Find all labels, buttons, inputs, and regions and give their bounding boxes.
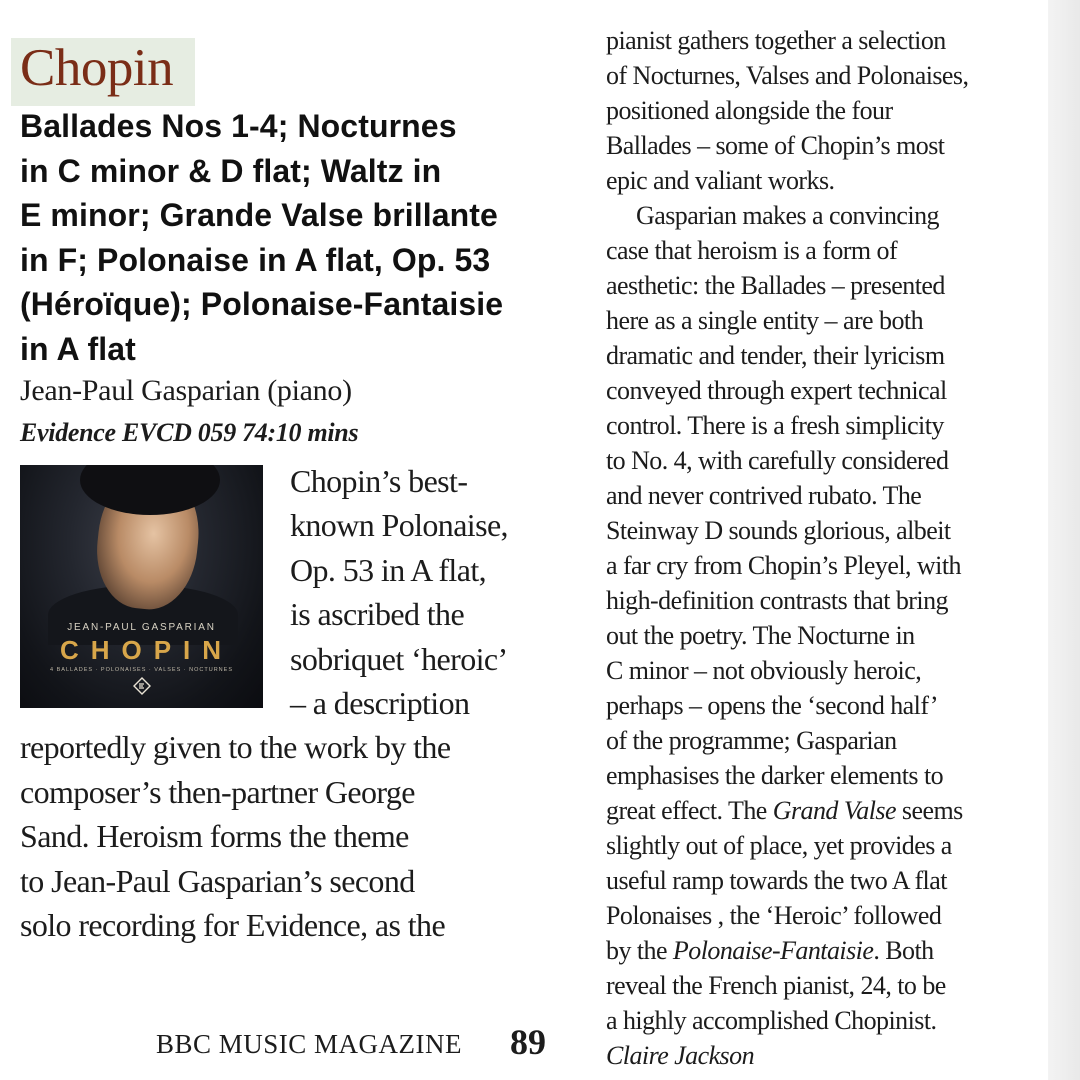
- review-text-line: sobriquet ‘heroic’: [290, 641, 508, 677]
- review-text-work-title: Grand Valse: [772, 796, 896, 825]
- review-text-line: Gasparian makes a convincing: [636, 201, 939, 230]
- review-text-segment: . Both: [873, 936, 934, 965]
- review-text-line: control. There is a fresh simplicity: [606, 411, 944, 440]
- review-text-segment: seems: [895, 796, 963, 825]
- work-title-line: in A flat: [20, 330, 136, 367]
- review-text-line: solo recording for Evidence, as the: [20, 907, 446, 943]
- review-text-line: and never contrived rubato. The: [606, 481, 922, 510]
- composer-title: Chopin: [20, 39, 174, 97]
- review-text-line: of the programme; Gasparian: [606, 726, 897, 755]
- review-text-line: case that heroism is a form of: [606, 236, 898, 265]
- catalogue-info: Evidence EVCD 059 74:10 mins: [20, 418, 359, 447]
- review-text-line: to No. 4, with carefully considered: [606, 446, 949, 475]
- review-text-line: a highly accomplished Chopinist.: [606, 1006, 937, 1035]
- review-text-line: high-definition contrasts that bring: [606, 586, 948, 615]
- cover-portrait-hair: [80, 465, 220, 515]
- review-text-line: Ballades – some of Chopin’s most: [606, 131, 945, 160]
- review-text-line: – a description: [290, 685, 470, 721]
- review-text-line: emphasises the darker elements to: [606, 761, 944, 790]
- review-text-line: out the poetry. The Nocturne in: [606, 621, 915, 650]
- review-text-line: Op. 53 in A flat,: [290, 552, 487, 588]
- review-text-line: C minor – not obviously heroic,: [606, 656, 922, 685]
- evidence-label-logo-icon: [133, 677, 151, 695]
- review-text-line: here as a single entity – are both: [606, 306, 924, 335]
- review-text-line: is ascribed the: [290, 596, 465, 632]
- review-text-line: Sand. Heroism forms the theme: [20, 818, 409, 854]
- review-text-line: pianist gathers together a selection: [606, 26, 946, 55]
- work-title-line: Ballades Nos 1-4; Nocturnes: [20, 108, 457, 144]
- review-text-line: reveal the French pianist, 24, to be: [606, 971, 946, 1000]
- review-text-line: dramatic and tender, their lyricism: [606, 341, 945, 370]
- work-title-line: (Héroïque); Polonaise-Fantaisie: [20, 286, 504, 322]
- review-text-line: Polonaises , the ‘Heroic’ followed: [606, 901, 942, 930]
- review-text-line: known Polonaise,: [290, 507, 508, 543]
- review-text-line: aesthetic: the Ballades – presented: [606, 271, 945, 300]
- work-title: [20, 104, 580, 371]
- review-text-line: conveyed through expert technical: [606, 376, 947, 405]
- work-title-line: in F; Polonaise in A flat, Op. 53: [20, 241, 491, 278]
- performer-credit: Jean-Paul Gasparian (piano): [20, 374, 352, 407]
- review-text-line: slightly out of place, yet provides a: [606, 831, 952, 860]
- work-title-line: in C minor & D flat; Waltz in: [20, 152, 442, 189]
- review-text-work-title: Polonaise-Fantaisie: [672, 936, 874, 965]
- review-text-line: Chopin’s best-: [290, 463, 468, 499]
- cover-title: CHOPIN: [59, 635, 234, 665]
- review-text-line: a far cry from Chopin’s Pleyel, with: [606, 551, 961, 580]
- review-text-line: [606, 933, 934, 968]
- review-text-segment: by the: [606, 936, 673, 965]
- page-number: 89: [510, 1022, 546, 1062]
- review-text-line: useful ramp towards the two A flat: [606, 866, 947, 895]
- review-text-line: [606, 793, 963, 828]
- album-cover: [20, 465, 263, 708]
- review-text-line: epic and valiant works.: [606, 166, 835, 195]
- cover-repertoire: 4 BALLADES · POLONAISES · VALSES · NOCTURNES: [50, 667, 233, 673]
- footer-masthead: BBC MUSIC MAGAZINE: [156, 1029, 463, 1059]
- review-text-line: to Jean-Paul Gasparian’s second: [20, 863, 415, 899]
- cover-artist-name: JEAN-PAUL GASPARIAN: [67, 622, 216, 633]
- review-text-line: perhaps – opens the ‘second half’: [606, 691, 938, 720]
- work-title-line: E minor; Grande Valse brillante: [20, 197, 498, 233]
- reviewer-name: Claire Jackson: [606, 1041, 755, 1070]
- page-edge-shadow: [1048, 0, 1080, 1080]
- review-text-line: reportedly given to the work by the: [20, 729, 451, 765]
- review-text-line: of Nocturnes, Valses and Polonaises,: [606, 61, 969, 90]
- review-text-segment: great effect. The: [606, 796, 773, 825]
- review-text-line: composer’s then-partner George: [20, 774, 415, 810]
- review-text-line: positioned alongside the four: [606, 96, 893, 125]
- review-text-line: Steinway D sounds glorious, albeit: [606, 516, 951, 545]
